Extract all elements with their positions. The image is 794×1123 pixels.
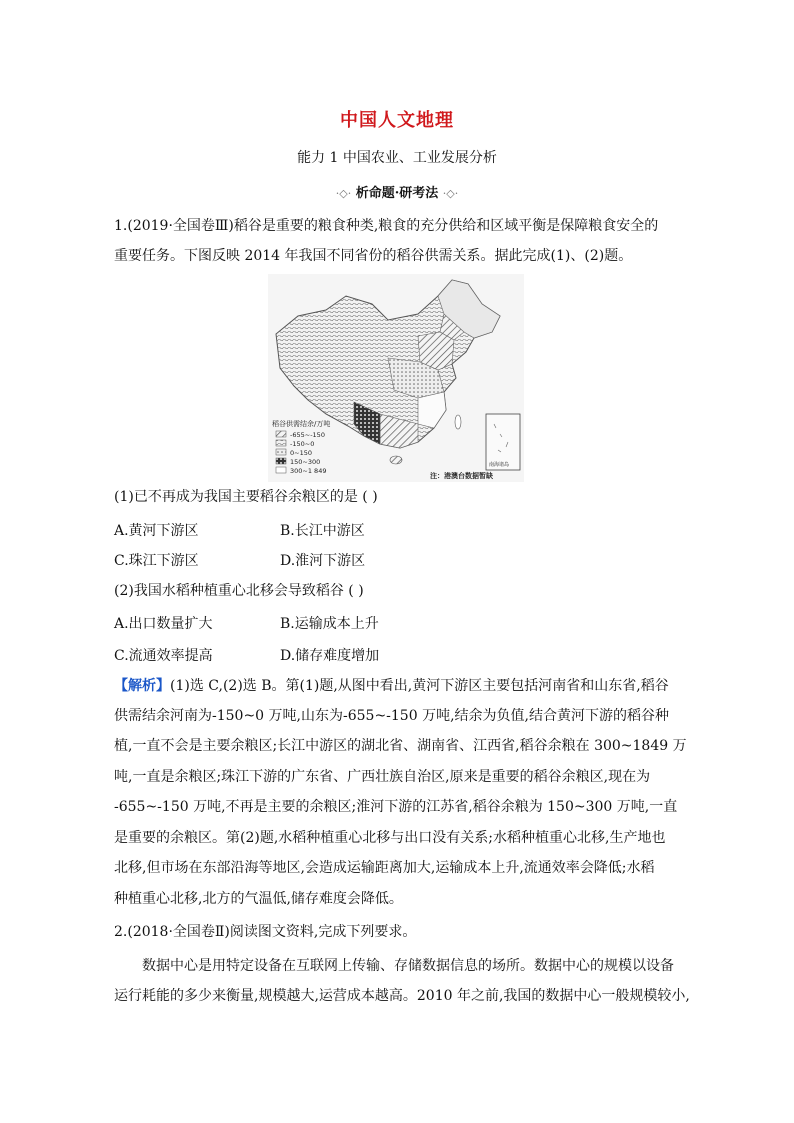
q1-sub2-options [114,613,684,633]
q1-stem-line-1: 1.(2019·全国卷Ⅲ)稻谷是重要的粮食种类,粮食的充分供给和区域平衡是保障粮食安全的 [114,218,659,234]
page-title: 中国人文地理 [340,110,454,131]
q1-stem-line-2: 重要任务。下图反映 2014 年我国不同省份的稻谷供需关系。据此完成(1)、(2)题。 [114,248,633,264]
section-deco-right: ·◇· [442,187,459,200]
analysis-line-5: -655~-150 万吨,不再是主要的余粮区;淮河下游的江苏省,稻谷余粮为 150~300 万吨,一直 [114,799,678,815]
map-taiwan [455,415,461,429]
q2-para-line-2: 运行耗能的多少来衡量,规模越大,运营成本越高。2010 年之前,我国的数据中心一般规模较小, [114,988,690,1004]
option-c[interactable]: C.珠江下游区 [114,553,199,569]
section-label: 析命题·研考法 [355,186,439,201]
q1-sub2: (2)我国水稻种植重心北移会导致稻谷 ( ) [114,583,364,599]
map-hainan [390,456,402,464]
analysis-tag: 【解析】 [114,678,170,694]
analysis-line-7: 北移,但市场在东部沿海等地区,会造成运输距离加大,运输成本上升,流通效率会降低;水稻 [114,860,655,876]
q2-stem: 2.(2018·全国卷Ⅱ)阅读图文资料,完成下列要求。 [114,924,417,940]
section-deco-left: ·◇· [335,187,352,200]
legend-item-2: -150~0 [290,440,315,448]
page-subtitle: 能力 1 中国农业、工业发展分析 [297,150,497,166]
analysis-line-8: 种植重心北移,北方的气温低,储存难度会降低。 [114,891,403,907]
map-inset-south-sea [486,414,520,470]
inset-label: 南海诸岛 [489,462,510,468]
rice-supply-map [268,274,524,482]
china-map-figure [268,274,524,482]
q1-sub2-options-2 [114,645,684,665]
q1-sub1: (1)已不再成为我国主要稻谷余粮区的是 ( ) [114,489,378,505]
option-b[interactable]: B.运输成本上升 [280,616,379,632]
map-note: 注：港澳台数据暂缺 [430,472,493,480]
legend-title: 稻谷供需结余/万吨 [272,420,331,428]
analysis-line-4: 吨,一直是余粮区;珠江下游的广东省、广西壮族自治区,原来是重要的稻谷余粮区,现在为 [114,769,651,785]
analysis-line-6: 是重要的余粮区。第(2)题,水稻种植重心北移与出口没有关系;水稻种植重心北移,生产地也 [114,830,666,846]
analysis-line-2: 供需结余河南为-150~0 万吨,山东为-655~-150 万吨,结余为负值,结合黄河下游的稻谷种 [114,708,669,724]
option-d[interactable]: D.储存难度增加 [280,648,380,664]
option-a[interactable]: A.黄河下游区 [114,523,199,539]
analysis-line-1 [114,676,684,696]
option-c[interactable]: C.流通效率提高 [114,648,213,664]
legend-item-4: 150~300 [290,458,321,466]
option-b[interactable]: B.长江中游区 [280,523,365,539]
q1-sub1-options-2 [114,550,684,570]
q1-sub1-options [114,520,684,540]
option-a[interactable]: A.出口数量扩大 [114,616,213,632]
analysis-text: (1)选 C,(2)选 B。第(1)题,从图中看出,黄河下游区主要包括河南省和山东省,稻谷 [170,678,669,694]
legend-item-3: 0~150 [290,449,312,457]
q2-para-line-1: 数据中心是用特定设备在互联网上传输、存储数据信息的场所。数据中心的规模以设备 [142,958,674,974]
analysis-line-3: 植,一直不会是主要余粮区;长江中游区的湖北省、湖南省、江西省,稻谷余粮在 300~1849 万 [114,738,687,754]
option-d[interactable]: D.淮河下游区 [280,553,366,569]
legend-item-5: 300~1 849 [290,467,327,475]
legend-item-1: -655~-150 [290,431,325,439]
section-heading [0,182,794,201]
